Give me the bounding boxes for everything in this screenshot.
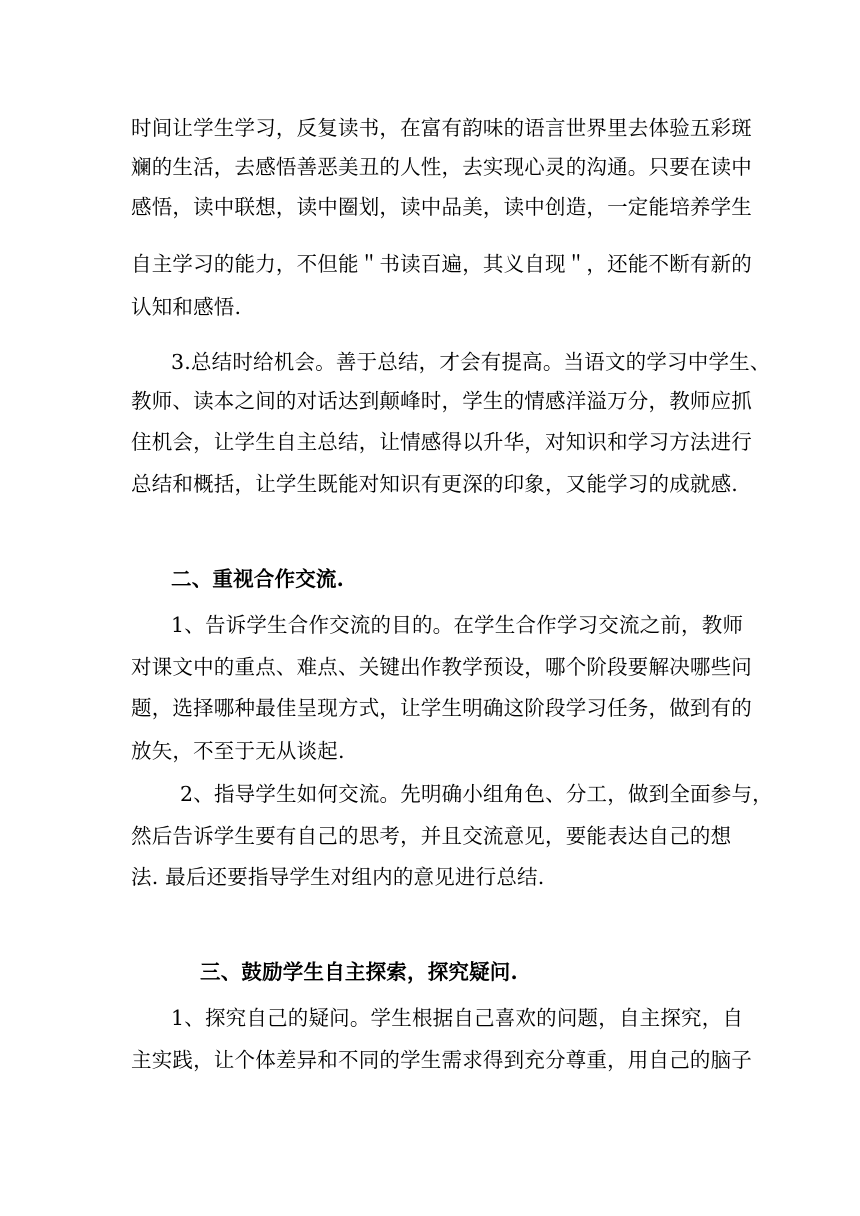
paragraph-line: 斓的生活，去感悟善恶美丑的人性，去实现心灵的沟通。只要在读中 xyxy=(131,155,752,179)
paragraph-line: 1、告诉学生合作交流的目的。在学生合作学习交流之前，教师 xyxy=(171,613,744,637)
section-heading: 二、重视合作交流. xyxy=(171,567,344,591)
paragraph-line: 自主学习的能力，不但能＂书读百遍，其义自现＂，还能不断有新的 xyxy=(131,252,752,276)
paragraph-line: 认知和感悟. xyxy=(131,295,242,319)
paragraph-line: 住机会，让学生自主总结，让情感得以升华，对知识和学习方法进行 xyxy=(131,430,752,454)
paragraph-line: 对课文中的重点、难点、关键出作教学预设，哪个阶段要解决哪些问 xyxy=(131,655,752,679)
paragraph-line: 然后告诉学生要有自己的思考，并且交流意见，要能表达自己的想 xyxy=(131,824,732,848)
paragraph-line: 2、指导学生如何交流。先明确小组角色、分工，做到全面参与， xyxy=(180,782,773,806)
paragraph-line: 教师、读本之间的对话达到颠峰时，学生的情感洋溢万分，教师应抓 xyxy=(131,389,752,413)
paragraph-line: 1、探究自己的疑问。学生根据自己喜欢的问题，自主探究，自 xyxy=(171,1006,744,1030)
paragraph-line: 感悟，读中联想，读中圈划，读中品美，读中创造，一定能培养学生 xyxy=(131,195,752,219)
section-heading: 三、鼓励学生自主探索，探究疑问. xyxy=(200,960,518,984)
paragraph-line: 法. 最后还要指导学生对组内的意见进行总结. xyxy=(131,865,545,889)
paragraph-line: 放矢，不至于无从谈起. xyxy=(131,739,345,763)
paragraph-line: 3.总结时给机会。善于总结，才会有提高。当语文的学习中学生、 xyxy=(171,350,771,374)
paragraph-line: 主实践，让个体差异和不同的学生需求得到充分尊重，用自己的脑子 xyxy=(131,1048,752,1072)
paragraph-line: 总结和概括，让学生既能对知识有更深的印象，又能学习的成就感. xyxy=(131,472,739,496)
paragraph-line: 题，选择哪种最佳呈现方式，让学生明确这阶段学习任务，做到有的 xyxy=(131,696,752,720)
paragraph-line: 时间让学生学习，反复读书，在富有韵味的语言世界里去体验五彩斑 xyxy=(131,116,752,140)
